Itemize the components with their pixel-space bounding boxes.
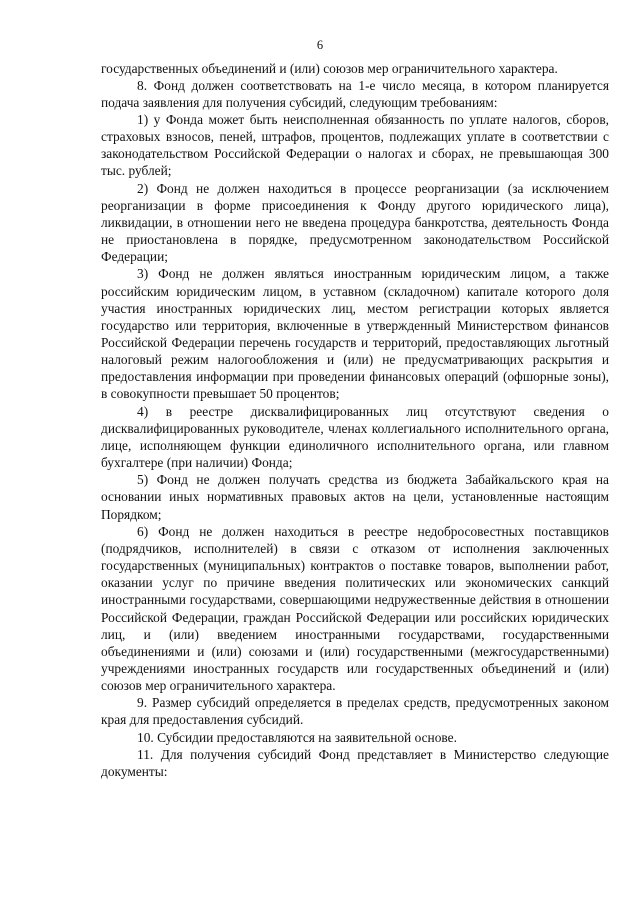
- paragraph-continuation: государственных объединений и (или) союзов мер ограничительного характера.: [101, 60, 558, 76]
- document-body: [101, 60, 609, 781]
- page-number: 6: [316, 38, 324, 52]
- paragraph-subitem-5: 5) Фонд не должен получать средства из бюджета Забайкальского края на основании иных нормативных правовых актов на цели, установленные настоящим Порядком;: [101, 472, 609, 522]
- paragraph-item-11: 11. Для получения субсидий Фонд представляет в Министерство следующие документы:: [101, 746, 609, 779]
- paragraph-item-8: 8. Фонд должен соответствовать на 1-е число месяца, в котором планируется подача заявления для получения субсидий, следующим требованиям:: [101, 77, 609, 110]
- paragraph-item-10: 10. Субсидии предоставляются на заявительной основе.: [137, 729, 457, 745]
- paragraph-subitem-3: 3) Фонд не должен являться иностранным юридическим лицом, а также российским юридическим лицом, в уставном (складочном) капитале которого доля участия иностранных юридических лиц, местом регистрации которых является государство или территория, включенные в утвержденный Министерством финансов Российской Федерации перечень государств и территорий, предоставляющих льготный налоговый режим налогообложения и (или) не предусматривающих раскрытия и предоставления информации при проведении финансовых операций (офшорные зоны), в совокупности превышает 50 процентов;: [101, 266, 609, 402]
- paragraph-subitem-6: 6) Фонд не должен находиться в реестре недобросовестных поставщиков (подрядчиков, исполнителей) в связи с отказом от исполнения заключенных государственных (муниципальных) контрактов о поставке товаров, выполнении работ, оказании услуг по причине введения политических или экономических санкций иностранными государствами, совершающими недружественные действия в отношении Российской Федерации, граждан Российской Федерации или российских юридических лиц, и (или) введением иностранными государствами, государственными объединениями и (или) союзами и (или) государственными (межгосударственными) учреждениями иностранных государств или государственных объединений и (или) союзов мер ограничительного характера.: [101, 523, 609, 694]
- paragraph-subitem-2: 2) Фонд не должен находиться в процессе реорганизации (за исключением реорганизации в форме присоединения к Фонду другого юридического лица), ликвидации, в отношении него не введена процедура банкротства, деятельность Фонда не приостановлена в порядке, предусмотренном законодательством Российской Федерации;: [101, 180, 609, 265]
- paragraph-item-9: 9. Размер субсидий определяется в пределах средств, предусмотренных законом края для предоставления субсидий.: [101, 695, 609, 728]
- paragraph-subitem-1: 1) у Фонда может быть неисполненная обязанность по уплате налогов, сборов, страховых взносов, пеней, штрафов, процентов, подлежащих уплате в соответствии с законодательством Российской Федерации о налогах и сборах, не превышающая 300 тыс. рублей;: [101, 111, 609, 179]
- paragraph-subitem-4: 4) в реестре дисквалифицированных лиц отсутствуют сведения о дисквалифицированных руководителе, членах коллегиального исполнительного органа, лице, исполняющем функции единоличного исполнительного органа, или главном бухгалтере (при наличии) Фонда;: [101, 403, 609, 471]
